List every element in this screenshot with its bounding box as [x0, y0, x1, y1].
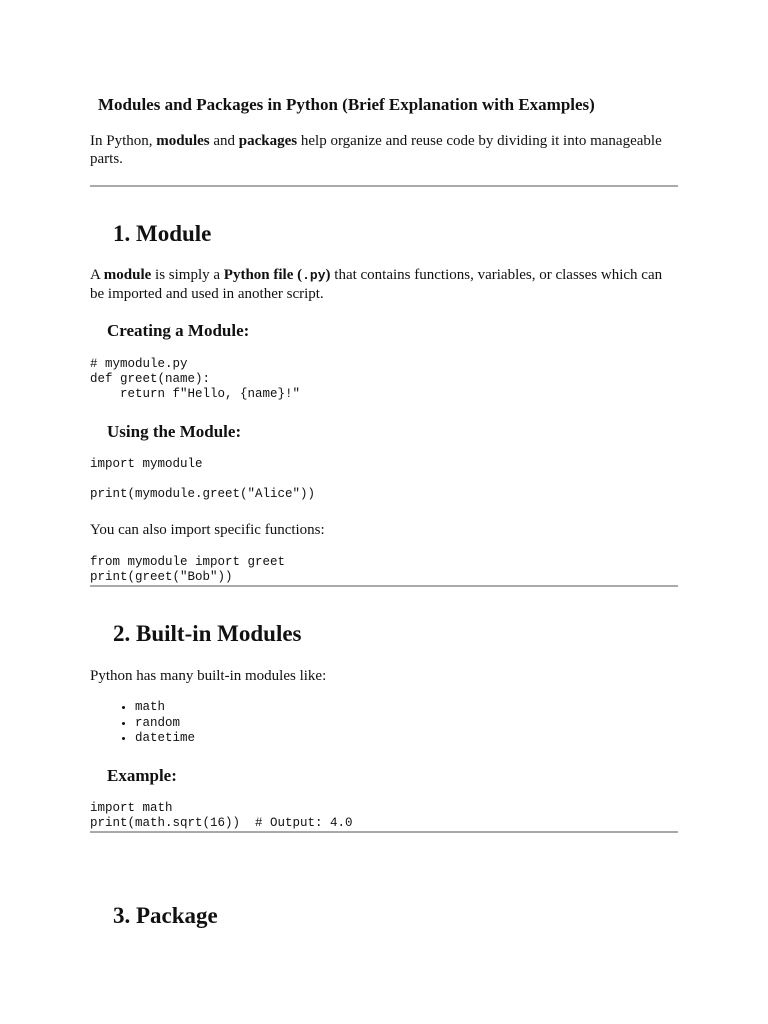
builtin-modules-list [90, 700, 195, 747]
subheading-example: Example: [107, 766, 177, 785]
specific-import-text: You can also import specific functions: [90, 522, 325, 538]
list-item: • math [135, 700, 195, 716]
intro-paragraph: In Python, modules and packages help organize and reuse code by dividing it into manageable parts. [90, 133, 662, 167]
section-heading-builtin-modules: 2. Built-in Modules [113, 621, 302, 646]
subheading-creating-module: Creating a Module: [107, 321, 250, 340]
code-block-creating-module: # mymodule.py def greet(name): return f"Hello, {name}!" [90, 357, 301, 401]
builtin-modules-intro: Python has many built-in modules like: [90, 668, 327, 684]
subheading-using-module: Using the Module: [107, 422, 242, 441]
document-title: Modules and Packages in Python (Brief Explanation with Examples) [98, 95, 595, 114]
code-block-example: import math print(math.sqrt(16)) # Output: 4.0 [90, 801, 353, 830]
section-heading-package: 3. Package [113, 903, 218, 928]
list-item: • random [135, 716, 195, 732]
code-block-specific-import: from mymodule import greet print(greet("Bob")) [90, 555, 286, 584]
divider [90, 185, 678, 187]
divider [90, 831, 678, 833]
list-item: • datetime [135, 731, 195, 747]
module-description: A module is simply a Python file (.py) that contains functions, variables, or classes which can be imported and used in another script. [90, 267, 663, 302]
divider [90, 585, 678, 587]
section-heading-module: 1. Module [113, 221, 212, 246]
modules-term: modules [156, 133, 210, 149]
packages-term: packages [238, 133, 298, 149]
code-block-using-module: import mymodule print(mymodule.greet("Alice")) [90, 457, 316, 501]
